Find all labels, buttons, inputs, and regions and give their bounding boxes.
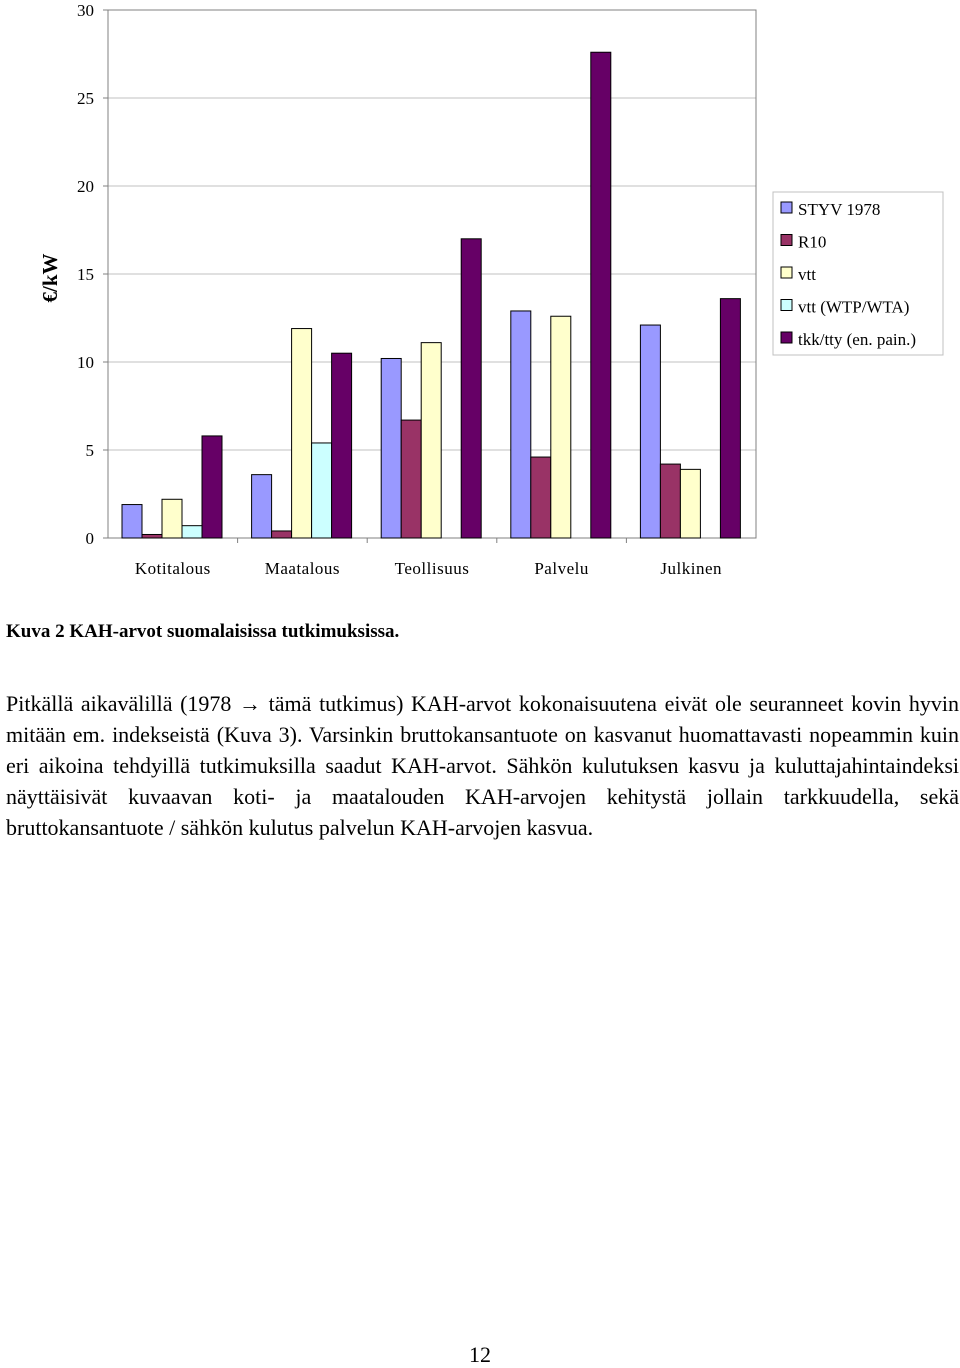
y-axis-title: €/kW <box>38 253 62 303</box>
bar-styv-1978-palvelu <box>511 311 531 538</box>
bar-r10-palvelu <box>531 457 551 538</box>
legend-swatch <box>781 202 792 213</box>
legend-swatch <box>781 300 792 311</box>
y-tick-label: 0 <box>85 529 94 548</box>
y-tick-label: 5 <box>85 441 94 460</box>
x-tick-label: Julkinen <box>660 559 723 578</box>
bar-tkk-tty-en-pain--maatalous <box>332 353 352 538</box>
bar-vtt-palvelu <box>551 316 571 538</box>
x-tick-label: Palvelu <box>534 559 589 578</box>
bar-tkk-tty-en-pain--kotitalous <box>202 436 222 538</box>
legend-swatch <box>781 267 792 278</box>
y-axis-ticks <box>77 1 108 548</box>
body-paragraph: Pitkällä aikavälillä (1978 → tämä tutkimus) KAH-arvot kokonaisuutena eivät ole seuranneet kovin hyvin mitään em. indekseistä (Kuva 3). Varsinkin bruttokansantuote on kasvanut huomattavasti nopeammin kuin eri aikoina tehdyillä tutkimuksilla saadut KAH-arvot. Sähkön kulutuksen kasvu ja kuluttajahintaindeksi näyttäisivät kuvaavan koti- ja maatalouden KAH-arvojen kehitystä jollain tarkkuudella, sekä bruttokansantuote / sähkön kulutus palvelun KAH-arvojen kasvua. <box>6 691 959 840</box>
bar-chart <box>0 0 960 600</box>
bar-vtt-maatalous <box>292 329 312 538</box>
bar-r10-kotitalous <box>142 534 162 538</box>
legend-label: vtt <box>798 265 816 284</box>
x-axis-labels <box>135 538 722 578</box>
legend <box>773 192 943 355</box>
page-number: 12 <box>469 1342 491 1367</box>
y-tick-label: 25 <box>77 89 94 108</box>
x-tick-label: Teollisuus <box>394 559 470 578</box>
bar-r10-maatalous <box>272 531 292 538</box>
bar-tkk-tty-en-pain--palvelu <box>591 52 611 538</box>
y-tick-label: 20 <box>77 177 94 196</box>
x-tick-label: Maatalous <box>264 559 341 578</box>
bar-styv-1978-teollisuus <box>381 358 401 538</box>
bar-styv-1978-kotitalous <box>122 505 142 538</box>
y-tick-label: 30 <box>77 1 94 20</box>
bar-tkk-tty-en-pain--teollisuus <box>461 239 481 538</box>
y-tick-label: 10 <box>77 353 94 372</box>
bar-vtt-wtp-wta--kotitalous <box>182 526 202 538</box>
figure-caption: Kuva 2 KAH-arvot suomalaisissa tutkimuksissa. <box>6 621 400 642</box>
bar-vtt-wtp-wta--maatalous <box>312 443 332 538</box>
bar-r10-teollisuus <box>401 420 421 538</box>
legend-swatch <box>781 235 792 246</box>
bar-styv-1978-maatalous <box>252 475 272 538</box>
y-tick-label: 15 <box>77 265 94 284</box>
legend-label: STYV 1978 <box>798 200 881 219</box>
bar-vtt-julkinen <box>680 469 700 538</box>
bar-vtt-teollisuus <box>421 343 441 538</box>
bar-styv-1978-julkinen <box>640 325 660 538</box>
x-tick-label: Kotitalous <box>134 559 211 578</box>
bar-tkk-tty-en-pain--julkinen <box>720 299 740 538</box>
bar-vtt-kotitalous <box>162 499 182 538</box>
chart-bars <box>122 52 740 538</box>
legend-label: tkk/tty (en. pain.) <box>798 330 917 349</box>
bar-r10-julkinen <box>660 464 680 538</box>
legend-label: R10 <box>798 232 827 252</box>
legend-label: vtt (WTP/WTA) <box>798 297 910 317</box>
legend-swatch <box>781 332 792 343</box>
